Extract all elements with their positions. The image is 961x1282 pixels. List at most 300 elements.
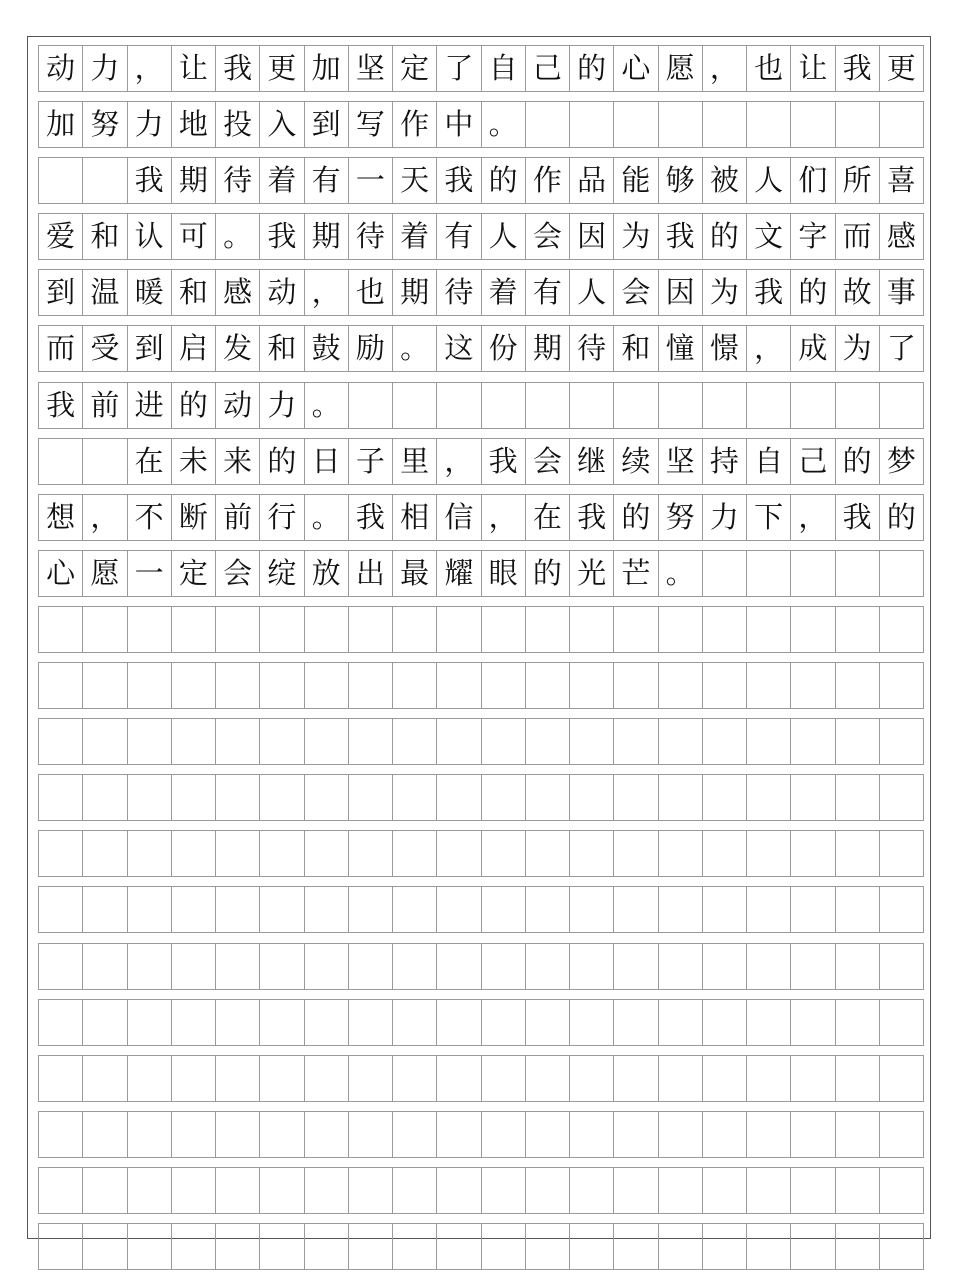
grid-cell: [216, 1168, 260, 1213]
grid-cell: 着: [482, 270, 526, 315]
grid-cell: [172, 831, 216, 876]
grid-cell: 来: [216, 439, 260, 484]
grid-cell: 有: [437, 214, 481, 259]
grid-cell: 我: [260, 214, 304, 259]
grid-cell: 的: [791, 270, 835, 315]
grid-cell: 为: [703, 270, 747, 315]
grid-cell: [39, 1056, 83, 1101]
grid-cell: 一: [349, 158, 393, 203]
grid-row: [38, 325, 924, 372]
grid-cell: [747, 944, 791, 989]
grid-cell: [791, 102, 835, 147]
grid-cell: [482, 1224, 526, 1269]
grid-cell: [703, 831, 747, 876]
grid-cell: [393, 775, 437, 820]
grid-cell: [526, 663, 570, 708]
writing-paper: [27, 36, 931, 1239]
grid-cell: [482, 663, 526, 708]
grid-cell: [659, 775, 703, 820]
grid-cell: [172, 1168, 216, 1213]
grid-cell: 的: [703, 214, 747, 259]
grid-cell: 和: [614, 326, 658, 371]
grid-cell: 有: [305, 158, 349, 203]
grid-cell: 为: [836, 326, 880, 371]
grid-cell: [305, 1056, 349, 1101]
grid-cell: 的: [526, 551, 570, 596]
grid-cell: [880, 1224, 924, 1269]
grid-cell: [659, 1112, 703, 1157]
grid-cell: 发: [216, 326, 260, 371]
grid-cell: 受: [83, 326, 127, 371]
grid-cell: 出: [349, 551, 393, 596]
grid-cell: 己: [791, 439, 835, 484]
grid-cell: 感: [880, 214, 924, 259]
grid-cell: 的: [172, 383, 216, 428]
grid-cell: [880, 1112, 924, 1157]
grid-cell: [260, 831, 304, 876]
grid-cell: 继: [570, 439, 614, 484]
grid-cell: 文: [747, 214, 791, 259]
grid-cell: 到: [39, 270, 83, 315]
grid-cell: 这: [437, 326, 481, 371]
grid-cell: [260, 607, 304, 652]
grid-cell: 投: [216, 102, 260, 147]
grid-cell: 我: [836, 495, 880, 540]
grid-cell: 加: [39, 102, 83, 147]
grid-cell: [216, 1056, 260, 1101]
grid-cell: [437, 719, 481, 764]
grid-cell: [526, 1112, 570, 1157]
grid-cell: [83, 439, 127, 484]
grid-cell: 。: [216, 214, 260, 259]
grid-cell: [703, 663, 747, 708]
grid-cell: [614, 663, 658, 708]
grid-cell: 们: [791, 158, 835, 203]
grid-cell: [659, 719, 703, 764]
grid-cell: [39, 1224, 83, 1269]
grid-cell: [305, 607, 349, 652]
grid-cell: 耀: [437, 551, 481, 596]
grid-cell: 。: [305, 383, 349, 428]
grid-cell: [172, 1112, 216, 1157]
grid-cell: 。: [659, 551, 703, 596]
grid-cell: [836, 102, 880, 147]
grid-cell: 因: [659, 270, 703, 315]
grid-cell: [216, 1000, 260, 1045]
grid-cell: [570, 1112, 614, 1157]
grid-cell: 信: [437, 495, 481, 540]
grid-cell: 份: [482, 326, 526, 371]
grid-cell: 我: [437, 158, 481, 203]
grid-cell: 梦: [880, 439, 924, 484]
grid-cell: 前: [83, 383, 127, 428]
grid-cell: [526, 607, 570, 652]
grid-cell: 人: [747, 158, 791, 203]
grid-cell: 暖: [128, 270, 172, 315]
grid-row: [38, 1111, 924, 1158]
grid-cell: [614, 1000, 658, 1045]
grid-cell: 坚: [659, 439, 703, 484]
grid-cell: [836, 831, 880, 876]
grid-cell: [349, 1056, 393, 1101]
grid-cell: [305, 887, 349, 932]
grid-cell: [880, 944, 924, 989]
grid-cell: [482, 831, 526, 876]
grid-cell: [260, 663, 304, 708]
grid-cell: 作: [393, 102, 437, 147]
grid-cell: [880, 102, 924, 147]
grid-cell: 事: [880, 270, 924, 315]
grid-cell: [836, 775, 880, 820]
grid-cell: ，: [482, 495, 526, 540]
grid-cell: [260, 1168, 304, 1213]
grid-cell: [39, 607, 83, 652]
grid-cell: [570, 1168, 614, 1213]
grid-cell: [39, 887, 83, 932]
grid-cell: 为: [614, 214, 658, 259]
grid-cell: [349, 1000, 393, 1045]
grid-cell: [482, 383, 526, 428]
grid-cell: [880, 1000, 924, 1045]
grid-cell: [393, 663, 437, 708]
grid-cell: [39, 719, 83, 764]
grid-cell: [659, 607, 703, 652]
grid-cell: 想: [39, 495, 83, 540]
grid-cell: ，: [747, 326, 791, 371]
grid-cell: 动: [216, 383, 260, 428]
grid-cell: 心: [614, 46, 658, 91]
grid-cell: [747, 775, 791, 820]
grid-cell: [437, 383, 481, 428]
grid-cell: [172, 775, 216, 820]
grid-cell: 爱: [39, 214, 83, 259]
grid-cell: [393, 1000, 437, 1045]
grid-row: [38, 999, 924, 1046]
grid-cell: 地: [172, 102, 216, 147]
grid-cell: 我: [349, 495, 393, 540]
grid-cell: ，: [128, 46, 172, 91]
grid-cell: [39, 1112, 83, 1157]
grid-cell: 。: [482, 102, 526, 147]
grid-cell: [305, 663, 349, 708]
grid-cell: [216, 775, 260, 820]
grid-cell: [570, 887, 614, 932]
grid-cell: [703, 887, 747, 932]
grid-cell: [880, 663, 924, 708]
grid-cell: [260, 1112, 304, 1157]
grid-cell: [526, 887, 570, 932]
grid-row: [38, 1167, 924, 1214]
grid-row: [38, 550, 924, 597]
grid-cell: [836, 383, 880, 428]
grid-cell: [614, 607, 658, 652]
grid-cell: 天: [393, 158, 437, 203]
grid-row: [38, 1223, 924, 1270]
grid-cell: [172, 944, 216, 989]
grid-cell: [482, 1056, 526, 1101]
grid-cell: 加: [305, 46, 349, 91]
grid-cell: [216, 719, 260, 764]
grid-cell: [703, 719, 747, 764]
grid-cell: 。: [393, 326, 437, 371]
grid-cell: 前: [216, 495, 260, 540]
grid-cell: [526, 1224, 570, 1269]
grid-cell: 期: [305, 214, 349, 259]
grid-cell: 和: [172, 270, 216, 315]
grid-cell: [747, 1112, 791, 1157]
grid-cell: [703, 607, 747, 652]
grid-cell: 会: [614, 270, 658, 315]
grid-cell: 而: [39, 326, 83, 371]
grid-cell: 启: [172, 326, 216, 371]
grid-cell: [216, 831, 260, 876]
grid-cell: [39, 1000, 83, 1045]
grid-cell: [880, 831, 924, 876]
grid-row: [38, 662, 924, 709]
grid-row: [38, 101, 924, 148]
grid-cell: 故: [836, 270, 880, 315]
grid-cell: [614, 1224, 658, 1269]
grid-cell: 我: [39, 383, 83, 428]
grid-cell: 我: [659, 214, 703, 259]
grid-cell: [128, 719, 172, 764]
grid-cell: 写: [349, 102, 393, 147]
grid-cell: [216, 887, 260, 932]
grid-cell: [703, 1056, 747, 1101]
grid-cell: 有: [526, 270, 570, 315]
grid-cell: [747, 663, 791, 708]
grid-cell: [437, 944, 481, 989]
grid-cell: [437, 1056, 481, 1101]
grid-cell: [349, 663, 393, 708]
grid-row: [38, 1055, 924, 1102]
grid-cell: 日: [305, 439, 349, 484]
grid-cell: [747, 1168, 791, 1213]
grid-cell: 更: [880, 46, 924, 91]
grid-cell: ，: [703, 46, 747, 91]
grid-cell: [570, 663, 614, 708]
grid-cell: 到: [128, 326, 172, 371]
grid-cell: [83, 663, 127, 708]
grid-cell: 定: [172, 551, 216, 596]
grid-cell: [614, 1112, 658, 1157]
grid-cell: [703, 1168, 747, 1213]
grid-cell: [791, 607, 835, 652]
grid-cell: [216, 1112, 260, 1157]
grid-cell: [83, 1056, 127, 1101]
grid-cell: [83, 831, 127, 876]
grid-cell: [83, 775, 127, 820]
grid-cell: 会: [526, 214, 570, 259]
grid-cell: [39, 158, 83, 203]
grid-cell: [305, 1168, 349, 1213]
grid-cell: [570, 944, 614, 989]
grid-cell: [349, 1112, 393, 1157]
grid-cell: [791, 1000, 835, 1045]
grid-cell: [172, 1000, 216, 1045]
grid-cell: 憬: [703, 326, 747, 371]
grid-cell: [703, 1000, 747, 1045]
grid-cell: [349, 383, 393, 428]
grid-cell: [437, 663, 481, 708]
grid-cell: [128, 1112, 172, 1157]
grid-cell: 光: [570, 551, 614, 596]
grid-cell: [880, 1168, 924, 1213]
grid-cell: 待: [349, 214, 393, 259]
grid-cell: [747, 1000, 791, 1045]
grid-cell: [791, 1168, 835, 1213]
grid-cell: 己: [526, 46, 570, 91]
grid-cell: [349, 607, 393, 652]
grid-cell: [614, 1168, 658, 1213]
grid-cell: 了: [880, 326, 924, 371]
grid-cell: 因: [570, 214, 614, 259]
grid-cell: [216, 663, 260, 708]
grid-cell: [836, 719, 880, 764]
grid-cell: [791, 887, 835, 932]
grid-cell: [659, 1056, 703, 1101]
grid-cell: 入: [260, 102, 304, 147]
grid-cell: [172, 887, 216, 932]
grid-cell: [83, 158, 127, 203]
grid-row: [38, 830, 924, 877]
grid-cell: 一: [128, 551, 172, 596]
grid-cell: 在: [526, 495, 570, 540]
grid-row: [38, 718, 924, 765]
grid-cell: [128, 775, 172, 820]
grid-cell: 让: [172, 46, 216, 91]
grid-cell: [393, 831, 437, 876]
grid-cell: 力: [703, 495, 747, 540]
grid-cell: [791, 831, 835, 876]
grid-cell: 感: [216, 270, 260, 315]
grid-cell: [482, 887, 526, 932]
grid-cell: [172, 1224, 216, 1269]
grid-cell: 中: [437, 102, 481, 147]
grid-cell: [128, 663, 172, 708]
grid-cell: [836, 1056, 880, 1101]
grid-cell: [659, 1224, 703, 1269]
grid-cell: [836, 887, 880, 932]
grid-cell: 和: [260, 326, 304, 371]
grid-cell: [393, 1168, 437, 1213]
grid-cell: [659, 1000, 703, 1045]
grid-cell: 绽: [260, 551, 304, 596]
grid-cell: [747, 831, 791, 876]
grid-cell: [703, 775, 747, 820]
grid-cell: [39, 831, 83, 876]
grid-cell: 在: [128, 439, 172, 484]
grid-cell: [836, 1000, 880, 1045]
grid-cell: 而: [836, 214, 880, 259]
grid-cell: [836, 607, 880, 652]
grid-cell: [260, 1224, 304, 1269]
grid-cell: [260, 887, 304, 932]
grid-cell: 不: [128, 495, 172, 540]
grid-cell: [349, 831, 393, 876]
grid-cell: 憧: [659, 326, 703, 371]
grid-cell: [260, 719, 304, 764]
grid-cell: 断: [172, 495, 216, 540]
grid-cell: [437, 1000, 481, 1045]
grid-cell: 期: [526, 326, 570, 371]
grid-cell: [836, 1168, 880, 1213]
grid-cell: [614, 102, 658, 147]
grid-cell: [570, 831, 614, 876]
grid-cell: 我: [836, 46, 880, 91]
grid-cell: 下: [747, 495, 791, 540]
grid-cell: [791, 551, 835, 596]
grid-cell: [659, 944, 703, 989]
grid-cell: [482, 719, 526, 764]
grid-cell: 够: [659, 158, 703, 203]
grid-cell: [437, 607, 481, 652]
grid-cell: [659, 887, 703, 932]
grid-cell: [393, 887, 437, 932]
grid-cell: 被: [703, 158, 747, 203]
grid-cell: 会: [526, 439, 570, 484]
grid-cell: [349, 1168, 393, 1213]
grid-cell: 力: [128, 102, 172, 147]
grid-cell: [570, 102, 614, 147]
grid-cell: 相: [393, 495, 437, 540]
grid-cell: [437, 831, 481, 876]
grid-cell: 我: [747, 270, 791, 315]
grid-cell: [482, 1168, 526, 1213]
grid-cell: ，: [437, 439, 481, 484]
grid-cell: 愿: [83, 551, 127, 596]
grid-cell: [570, 1000, 614, 1045]
grid-cell: 温: [83, 270, 127, 315]
grid-cell: 喜: [880, 158, 924, 203]
grid-cell: [614, 1056, 658, 1101]
grid-cell: [880, 719, 924, 764]
grid-cell: [482, 944, 526, 989]
grid-cell: 芒: [614, 551, 658, 596]
grid-cell: [836, 551, 880, 596]
grid-cell: [83, 1224, 127, 1269]
grid-cell: [880, 1056, 924, 1101]
grid-cell: 能: [614, 158, 658, 203]
grid-cell: [39, 663, 83, 708]
grid-cell: [570, 719, 614, 764]
grid-cell: [836, 1224, 880, 1269]
grid-cell: [393, 1224, 437, 1269]
grid-cell: [836, 663, 880, 708]
grid-cell: 我: [216, 46, 260, 91]
grid-cell: 了: [437, 46, 481, 91]
grid-cell: [791, 1112, 835, 1157]
grid-cell: [349, 1224, 393, 1269]
grid-cell: [305, 1112, 349, 1157]
grid-cell: [437, 1224, 481, 1269]
grid-cell: 所: [836, 158, 880, 203]
grid-row: [38, 45, 924, 92]
grid-cell: 续: [614, 439, 658, 484]
composition-grid: [38, 45, 923, 1279]
grid-cell: 期: [172, 158, 216, 203]
grid-cell: 努: [659, 495, 703, 540]
grid-cell: [880, 607, 924, 652]
grid-cell: [526, 1000, 570, 1045]
grid-cell: 动: [39, 46, 83, 91]
grid-cell: [83, 1168, 127, 1213]
grid-cell: 的: [880, 495, 924, 540]
grid-cell: [703, 1224, 747, 1269]
grid-cell: 子: [349, 439, 393, 484]
grid-cell: [526, 383, 570, 428]
grid-cell: 也: [747, 46, 791, 91]
